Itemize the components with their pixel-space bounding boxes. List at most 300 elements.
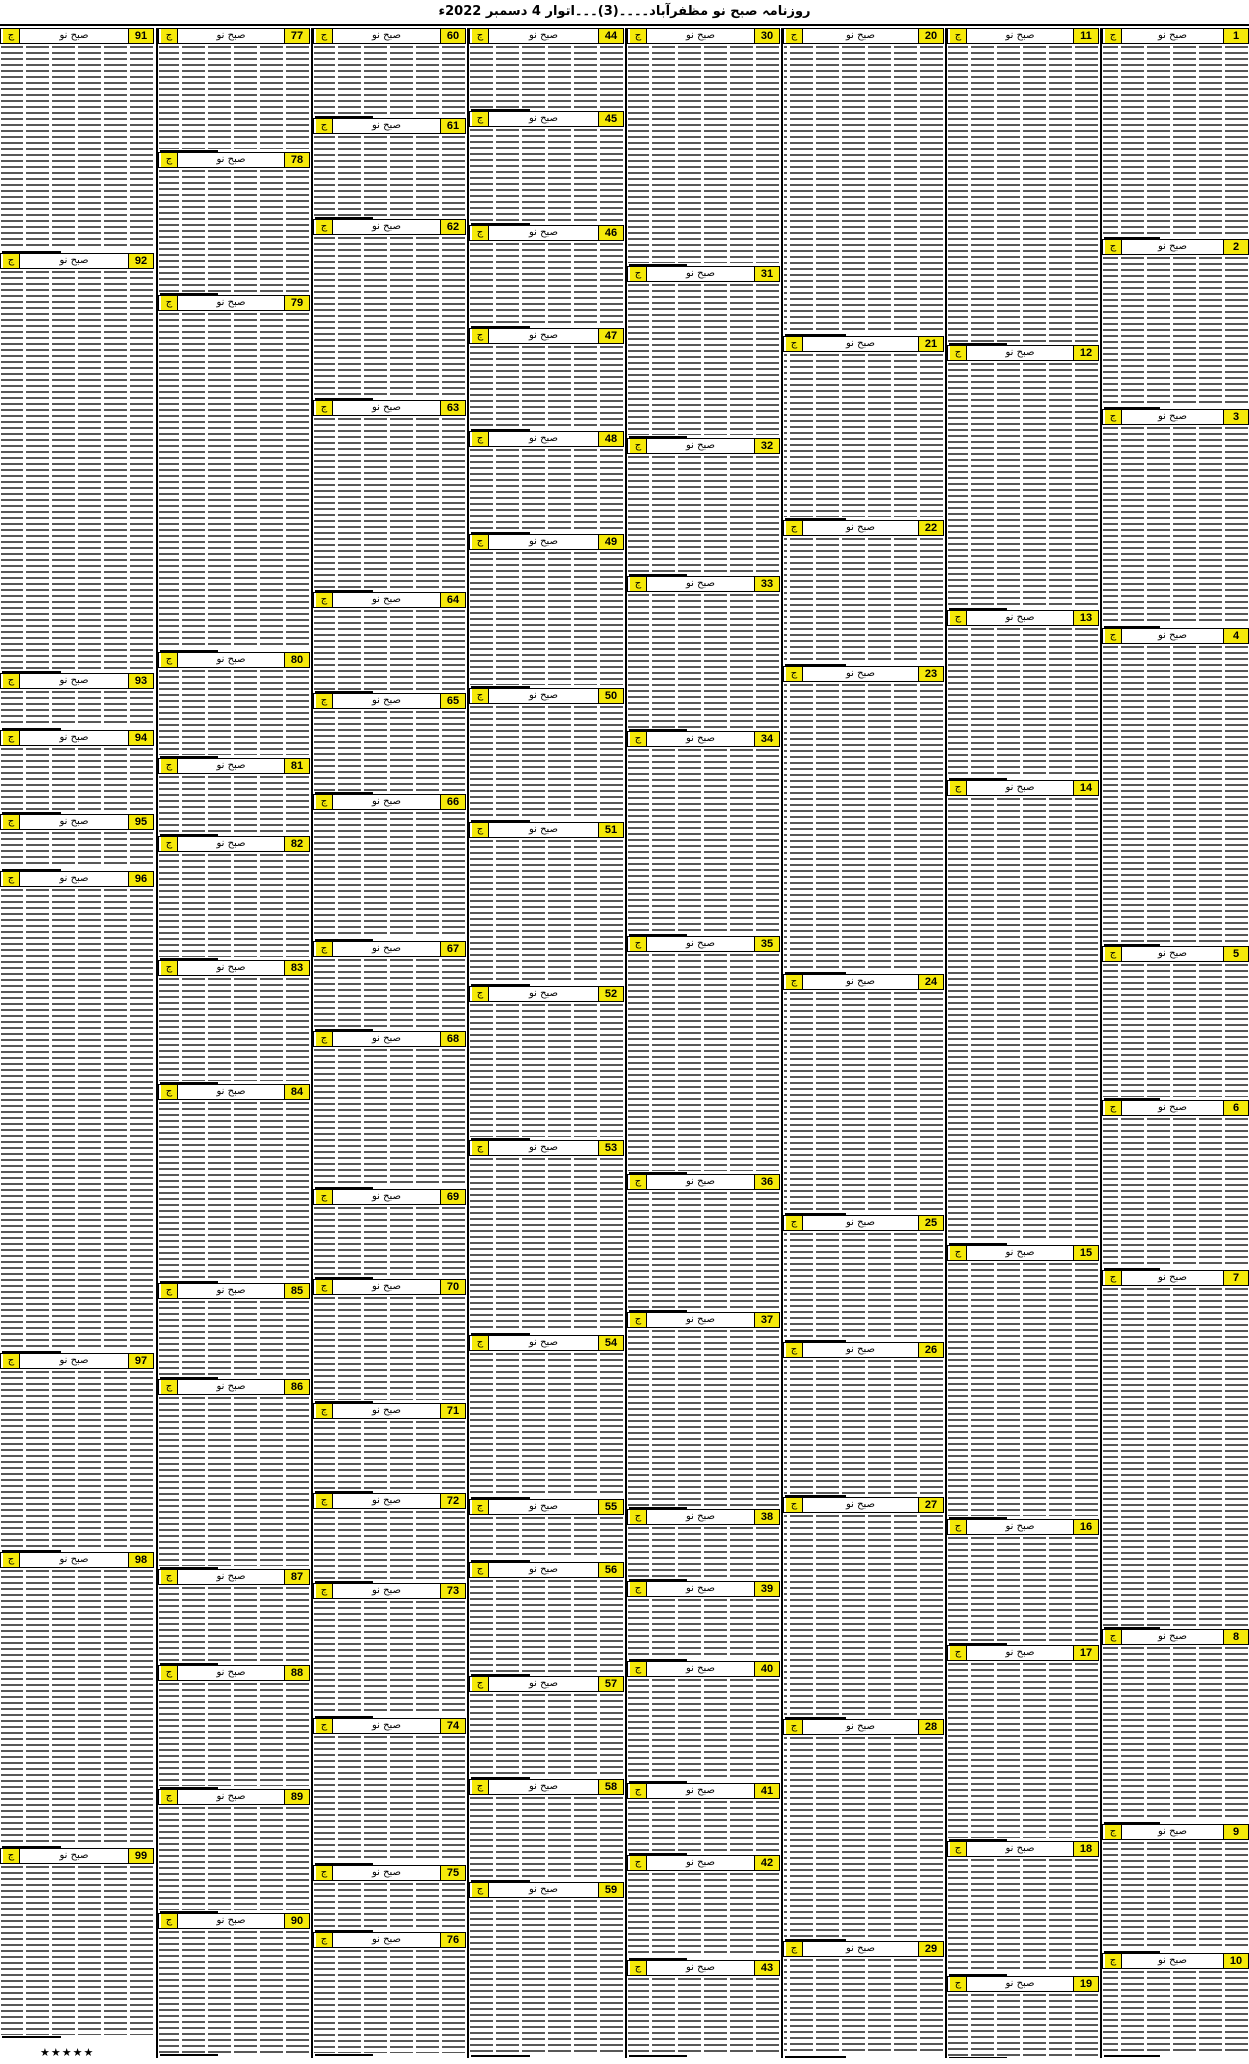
notice-title: صبح نو <box>1157 241 1188 252</box>
notice-body-text <box>1 889 153 1350</box>
text-texture <box>948 628 1098 777</box>
notice-symbol: ج <box>316 119 333 133</box>
notice-body-text <box>314 1601 465 1715</box>
notice-item <box>469 1562 624 1676</box>
notice-body-text <box>159 170 309 292</box>
notice-symbol: ج <box>161 296 178 310</box>
text-texture <box>628 954 779 1171</box>
notice-item <box>0 28 154 253</box>
text-texture <box>470 449 623 531</box>
notice-symbol: ج <box>786 1942 803 1956</box>
text-texture <box>314 46 465 115</box>
notice-title: صبح نو <box>1157 630 1188 641</box>
text-texture <box>1 1866 153 2035</box>
notice-symbol: ج <box>950 29 967 43</box>
notice-symbol: ج <box>472 432 489 446</box>
notice-title: صبح نو <box>685 268 716 279</box>
notice-number: 46 <box>598 226 623 240</box>
notice-body-text <box>1103 1647 1248 1821</box>
notice-symbol: ج <box>630 439 647 453</box>
text-texture <box>314 1049 465 1186</box>
notice-title: صبح نو <box>1157 948 1188 959</box>
notice-symbol: ج <box>472 1141 489 1155</box>
notice-title: صبح نو <box>685 1962 716 1973</box>
notice-body-text <box>470 243 623 325</box>
text-texture <box>628 1599 779 1658</box>
notice-body-text <box>948 1537 1098 1642</box>
notice-item <box>1102 409 1249 628</box>
notice-number: 78 <box>284 153 309 167</box>
text-texture <box>628 456 779 573</box>
notice-body-text <box>1103 257 1248 406</box>
notice-symbol: ج <box>950 1842 967 1856</box>
text-texture <box>159 1683 309 1786</box>
notice-number: 69 <box>440 1190 465 1204</box>
notice-item <box>158 1283 310 1379</box>
notice-title: صبح نو <box>1005 1978 1035 1989</box>
notice-symbol: ج <box>630 267 647 281</box>
notice-title: صبح نو <box>371 1585 402 1596</box>
notice-title: صبح نو <box>685 1511 716 1522</box>
text-texture <box>628 1330 779 1506</box>
notice-symbol: ج <box>316 942 333 956</box>
notice-symbol: ج <box>1105 1271 1122 1285</box>
notice-body-text <box>628 749 779 933</box>
notice-item <box>469 225 624 328</box>
text-texture <box>470 1580 623 1673</box>
notice-item <box>0 673 154 730</box>
notice-item <box>0 253 154 673</box>
notice-number: 36 <box>754 1175 779 1189</box>
notice-title: صبح نو <box>216 962 246 973</box>
notice-body-text <box>470 346 623 428</box>
notice-body-text <box>470 449 623 531</box>
notice-symbol: ج <box>472 29 489 43</box>
notice-title: صبح نو <box>216 154 246 165</box>
notice-symbol: ج <box>630 577 647 591</box>
notice-item <box>627 1174 780 1312</box>
notice-header <box>627 1783 780 1799</box>
notice-symbol: ج <box>316 1933 333 1947</box>
column-5 <box>469 28 624 2058</box>
notice-header <box>947 28 1099 44</box>
notice-title: صبح نو <box>371 221 402 232</box>
notice-symbol: ج <box>950 611 967 625</box>
notice-symbol: ج <box>786 1720 803 1734</box>
notice-header <box>469 1499 624 1515</box>
notice-symbol: ج <box>786 337 803 351</box>
notice-header <box>158 960 310 976</box>
notice-title: صبح نو <box>1005 30 1035 41</box>
notice-symbol: ج <box>161 837 178 851</box>
text-texture <box>948 1663 1098 1838</box>
notice-body-text <box>1103 46 1248 236</box>
notice-body-text <box>1103 1842 1248 1950</box>
notice-symbol: ج <box>1105 1954 1122 1968</box>
notice-title: صبح نو <box>216 1667 246 1678</box>
notice-body-text <box>1103 646 1248 943</box>
text-texture <box>314 1421 465 1490</box>
notice-number: 60 <box>440 29 465 43</box>
notice-end-rule <box>160 2054 218 2056</box>
notice-header <box>627 1661 780 1677</box>
notice-symbol: ج <box>1105 1101 1122 1115</box>
notice-symbol: ج <box>316 1494 333 1508</box>
notice-body-text <box>314 1883 465 1929</box>
notice-symbol: ج <box>786 521 803 535</box>
text-texture <box>628 1873 779 1957</box>
notice-title: صبح نو <box>59 816 89 827</box>
text-texture <box>1103 1288 1248 1626</box>
notice-header <box>158 295 310 311</box>
notice-symbol: ج <box>630 1662 647 1676</box>
notice-symbol: ج <box>630 1313 647 1327</box>
notice-item <box>627 1855 780 1960</box>
notice-item <box>783 1497 944 1719</box>
text-texture <box>314 237 465 397</box>
text-texture <box>470 1004 623 1137</box>
notice-title: صبح نو <box>1157 1955 1188 1966</box>
notice-header <box>783 666 944 682</box>
notice-header <box>313 400 466 416</box>
notice-title: صبح نو <box>216 1086 246 1097</box>
notice-item <box>469 688 624 822</box>
notice-item <box>1102 1953 1249 2057</box>
notice-title: صبح نو <box>371 402 402 413</box>
text-texture <box>470 1694 623 1776</box>
notice-header <box>1102 628 1249 644</box>
column-6 <box>313 28 466 2058</box>
notice-symbol: ج <box>3 1849 20 1863</box>
notice-item <box>627 576 780 731</box>
notice-item <box>469 1335 624 1499</box>
text-texture <box>1103 646 1248 943</box>
notice-number: 44 <box>598 29 623 43</box>
text-texture <box>1103 46 1248 236</box>
notice-symbol: ج <box>472 987 489 1001</box>
notice-body-text <box>159 854 309 957</box>
notice-number: 34 <box>754 732 779 746</box>
text-texture <box>1103 257 1248 406</box>
notice-number: 68 <box>440 1032 465 1046</box>
notice-symbol: ج <box>950 1520 967 1534</box>
notice-header <box>947 610 1099 626</box>
text-texture <box>948 1263 1098 1516</box>
notice-item <box>313 794 466 941</box>
notice-header <box>783 520 944 536</box>
notice-title: صبح نو <box>528 988 559 999</box>
notice-body-text <box>314 136 465 216</box>
notice-item <box>783 974 944 1215</box>
notice-title: صبح نو <box>528 536 559 547</box>
notice-body-text <box>470 706 623 819</box>
notice-number: 67 <box>440 942 465 956</box>
notice-body-text <box>628 1978 779 2054</box>
notice-number: 31 <box>754 267 779 281</box>
notice-title: صبح نو <box>371 695 402 706</box>
notice-header <box>627 438 780 454</box>
notice-body-text <box>784 992 943 1212</box>
notice-title: صبح نو <box>528 433 559 444</box>
notice-symbol: ج <box>161 1570 178 1584</box>
notice-number: 16 <box>1073 1520 1098 1534</box>
notice-item <box>158 28 310 152</box>
notice-title: صبح نو <box>1157 1826 1188 1837</box>
notice-number: 99 <box>128 1849 153 1863</box>
text-texture <box>628 1801 779 1852</box>
notice-number: 21 <box>918 337 943 351</box>
notice-body-text <box>1103 1288 1248 1626</box>
notice-body-text <box>948 363 1098 607</box>
notice-header <box>627 266 780 282</box>
notice-symbol: ج <box>786 1216 803 1230</box>
notice-body-text <box>470 46 623 108</box>
notice-item <box>469 111 624 225</box>
text-texture <box>1103 1971 1248 2054</box>
notice-body-text <box>314 1950 465 2053</box>
notice-item <box>1102 1100 1249 1270</box>
notice-body-text <box>314 610 465 690</box>
notice-number: 76 <box>440 1933 465 1947</box>
notice-body-text <box>314 959 465 1028</box>
notice-header <box>158 1084 310 1100</box>
notice-body-text <box>784 1959 943 2055</box>
notice-body-text <box>470 1900 623 2054</box>
notice-header <box>158 758 310 774</box>
notice-end-rule <box>785 2056 846 2058</box>
notice-item <box>627 1783 780 1855</box>
notice-header <box>0 253 154 269</box>
notice-title: صبح نو <box>1157 30 1188 41</box>
notice-title: صبح نو <box>216 297 246 308</box>
notice-item <box>313 592 466 693</box>
notice-header <box>1102 409 1249 425</box>
notice-title: صبح نو <box>528 1564 559 1575</box>
text-texture <box>159 1397 309 1566</box>
notice-number: 19 <box>1073 1977 1098 1991</box>
notice-end-rule <box>315 2054 373 2056</box>
notice-title: صبح نو <box>845 976 876 987</box>
notice-symbol: ج <box>472 823 489 837</box>
notice-header <box>627 1581 780 1597</box>
notice-symbol: ج <box>786 975 803 989</box>
text-texture <box>159 170 309 292</box>
notice-title: صبح نو <box>216 760 246 771</box>
notice-header <box>627 28 780 44</box>
notice-item <box>0 1353 154 1552</box>
notice-number: 48 <box>598 432 623 446</box>
notice-number: 79 <box>284 296 309 310</box>
text-texture <box>159 46 309 149</box>
notice-symbol: ج <box>316 1032 333 1046</box>
notice-item <box>627 1509 780 1581</box>
notice-symbol: ج <box>630 732 647 746</box>
notice-number: 82 <box>284 837 309 851</box>
notice-title: صبح نو <box>528 824 559 835</box>
notice-number: 38 <box>754 1510 779 1524</box>
text-texture <box>948 1994 1098 2056</box>
notice-end-rule <box>471 2055 530 2057</box>
notice-number: 93 <box>128 674 153 688</box>
text-texture <box>1103 1842 1248 1950</box>
notice-item <box>627 1581 780 1661</box>
footer-stars: ★★★★★ <box>40 2046 95 2059</box>
text-texture <box>470 1517 623 1559</box>
notice-body-text <box>159 1301 309 1376</box>
column-3 <box>783 28 944 2058</box>
notice-item <box>313 1189 466 1279</box>
notice-number: 9 <box>1223 1825 1248 1839</box>
notice-title: صبح نو <box>59 873 89 884</box>
notice-header <box>0 730 154 746</box>
notice-item <box>313 1718 466 1865</box>
notice-header <box>627 731 780 747</box>
notice-body-text <box>159 46 309 149</box>
notice-symbol: ج <box>950 346 967 360</box>
notice-header <box>469 534 624 550</box>
notice-header <box>0 871 154 887</box>
notice-item <box>158 1913 310 2056</box>
notice-body-text <box>628 1873 779 1957</box>
notice-number: 72 <box>440 1494 465 1508</box>
notice-title: صبح نو <box>528 227 559 238</box>
text-texture <box>1103 1647 1248 1821</box>
notice-number: 27 <box>918 1498 943 1512</box>
text-texture <box>470 1900 623 2054</box>
notice-body-text <box>470 1353 623 1496</box>
notice-header <box>783 1497 944 1513</box>
text-texture <box>784 992 943 1212</box>
notice-number: 47 <box>598 329 623 343</box>
text-texture <box>1 1570 153 1845</box>
notice-number: 81 <box>284 759 309 773</box>
notice-symbol: ج <box>472 112 489 126</box>
notice-item <box>158 1569 310 1665</box>
notice-symbol: ج <box>472 1677 489 1691</box>
notice-item <box>313 1932 466 2056</box>
text-texture <box>314 812 465 938</box>
notice-symbol: ج <box>161 1085 178 1099</box>
notice-header <box>627 936 780 952</box>
notice-number: 18 <box>1073 1842 1098 1856</box>
text-texture <box>314 1511 465 1580</box>
notice-number: 88 <box>284 1666 309 1680</box>
notice-item <box>947 1841 1099 1976</box>
notice-item <box>627 731 780 936</box>
notice-header <box>313 118 466 134</box>
notice-item <box>313 1279 466 1403</box>
notice-number: 14 <box>1073 781 1098 795</box>
notice-title: صبح نو <box>528 1501 559 1512</box>
notice-symbol: ج <box>161 1380 178 1394</box>
notice-body-text <box>314 237 465 397</box>
notice-item <box>313 400 466 592</box>
notice-title: صبح نو <box>371 796 402 807</box>
notice-number: 17 <box>1073 1646 1098 1660</box>
notice-symbol: ج <box>950 1646 967 1660</box>
text-texture <box>948 1859 1098 1973</box>
notice-symbol: ج <box>3 731 20 745</box>
notice-symbol: ج <box>3 1553 20 1567</box>
notice-title: صبح نو <box>1005 1843 1035 1854</box>
notice-number: 70 <box>440 1280 465 1294</box>
text-texture <box>314 1601 465 1715</box>
notice-header <box>313 1189 466 1205</box>
notice-number: 91 <box>128 29 153 43</box>
notice-item <box>469 534 624 688</box>
notice-symbol: ج <box>316 1280 333 1294</box>
text-texture <box>314 959 465 1028</box>
notice-item <box>158 152 310 295</box>
notice-header <box>469 111 624 127</box>
notice-header <box>469 1676 624 1692</box>
notice-header <box>627 1509 780 1525</box>
notice-item <box>313 693 466 794</box>
notice-number: 8 <box>1223 1630 1248 1644</box>
notice-title: صبح نو <box>216 1571 246 1582</box>
notice-number: 86 <box>284 1380 309 1394</box>
column-7 <box>158 28 310 2058</box>
notice-title: صبح نو <box>845 30 876 41</box>
notice-symbol: ج <box>3 815 20 829</box>
text-texture <box>784 1737 943 1938</box>
text-texture <box>314 711 465 791</box>
notice-symbol: ج <box>630 1175 647 1189</box>
notice-symbol: ج <box>630 1510 647 1524</box>
notice-header <box>313 1718 466 1734</box>
notice-title: صبح نو <box>216 1915 246 1926</box>
notice-body-text <box>948 46 1098 342</box>
text-texture <box>314 136 465 216</box>
notice-title: صبح نو <box>216 30 246 41</box>
notice-number: 71 <box>440 1404 465 1418</box>
notice-title: صبح نو <box>528 330 559 341</box>
notice-number: 7 <box>1223 1271 1248 1285</box>
notice-symbol: ج <box>1105 240 1122 254</box>
notice-body-text <box>470 1694 623 1776</box>
notice-number: 77 <box>284 29 309 43</box>
text-texture <box>628 1978 779 2054</box>
notice-symbol: ج <box>316 694 333 708</box>
notice-item <box>158 295 310 652</box>
notice-title: صبح نو <box>685 1785 716 1796</box>
notice-header <box>158 1569 310 1585</box>
notice-symbol: ج <box>316 1190 333 1204</box>
notice-header <box>627 1312 780 1328</box>
notice-number: 35 <box>754 937 779 951</box>
notice-symbol: ج <box>630 29 647 43</box>
notice-body-text <box>628 1330 779 1506</box>
notice-number: 64 <box>440 593 465 607</box>
text-texture <box>159 978 309 1081</box>
notice-item <box>469 1779 624 1882</box>
notice-symbol: ج <box>3 674 20 688</box>
text-texture <box>948 363 1098 607</box>
notice-number: 62 <box>440 220 465 234</box>
notice-header <box>158 152 310 168</box>
notice-item <box>947 28 1099 345</box>
text-texture <box>314 1736 465 1862</box>
text-texture <box>784 354 943 517</box>
notice-item <box>158 960 310 1084</box>
notice-item <box>158 758 310 836</box>
notice-number: 54 <box>598 1336 623 1350</box>
text-texture <box>948 1537 1098 1642</box>
notice-title: صبح نو <box>685 1663 716 1674</box>
notice-item <box>627 266 780 438</box>
notice-number: 20 <box>918 29 943 43</box>
notice-symbol: ج <box>950 1977 967 1991</box>
